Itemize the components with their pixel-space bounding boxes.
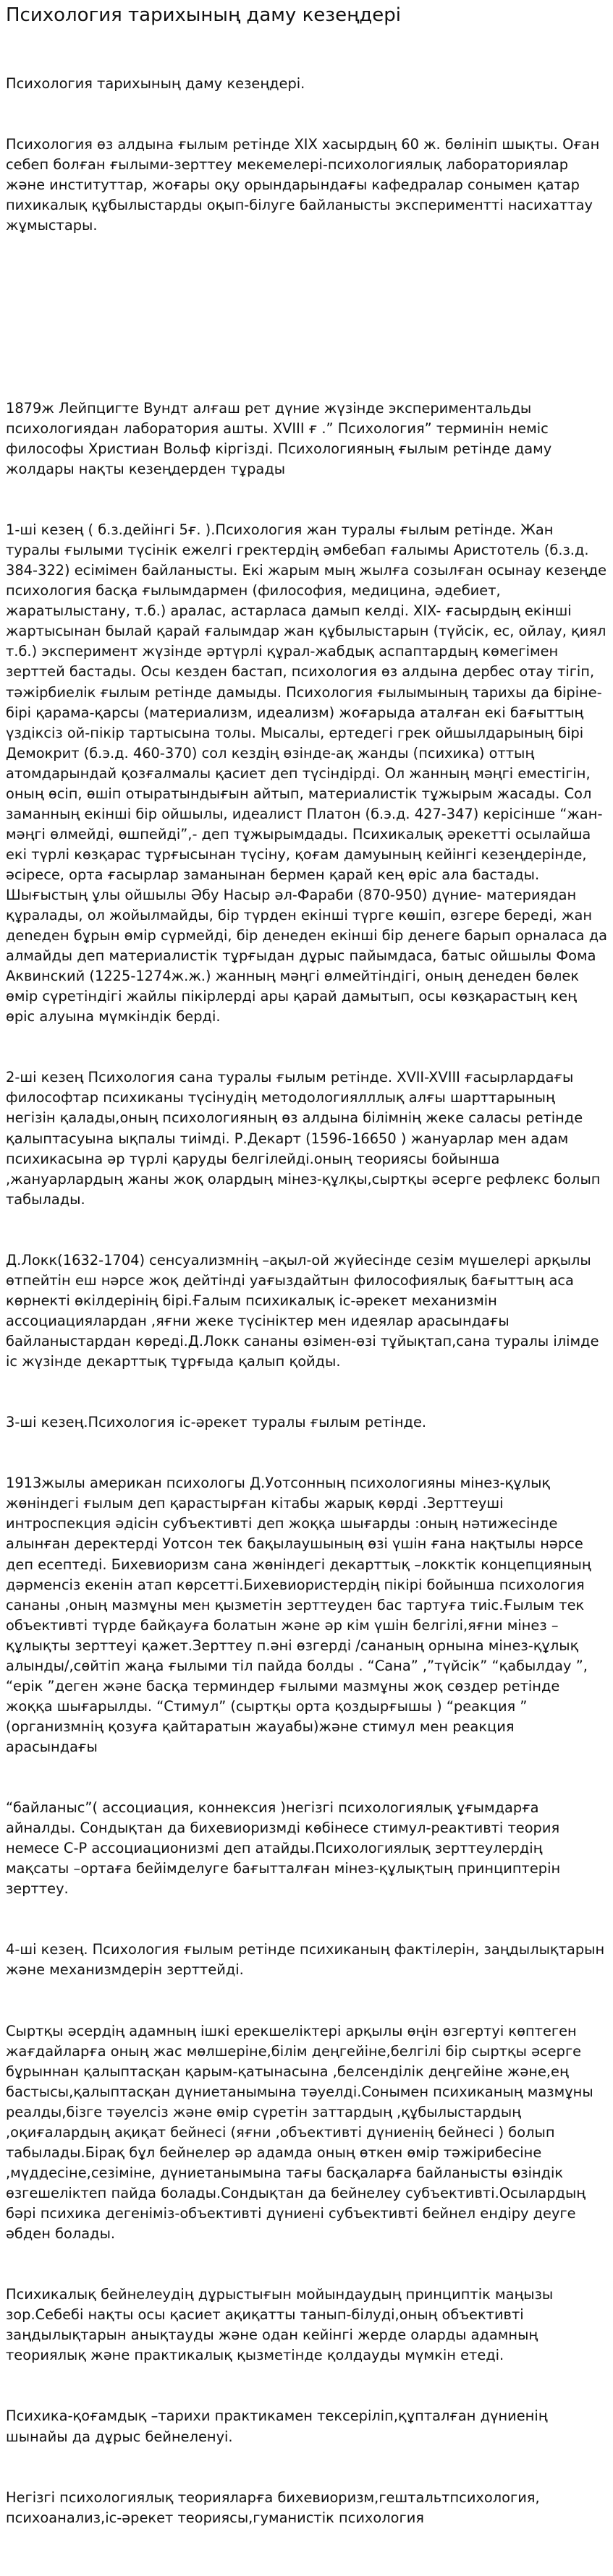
paragraph: Психология тарихының даму кезеңдері. [6, 75, 305, 93]
paragraph: Психология өз алдына ғылым ретінде XIX хасырдың 60 ж. бөлініп шықты. Оған себеп болған ғылыми-зерттеу мекемелері-психологиялық лабораториялар және институттар, жоғары оқу орындарындағы кафедралар сонымен қатар пихикалық құбылыстарды оқып-білуге байланысты эксперименттi насихаттау жұмыстары. [6, 136, 604, 234]
paragraph: 1913жылы американ психологы Д.Уотсонның психологияны мінез-құлық жөніндегі ғылым деп қарастырған кітабы жарық көрді .Зерттеуші интроспекция әдісін субъективті деп жоққа шығарды :оның нәтижесінде алынған деректерді Уотсон тек бақылаушының өзі үшін ғана нақтылы нәрсе деп есептеді. Бихевиоризм сана жөніндегі декарттық –локктік концепцияның дәрменсіз екенін атап көрсетті.Бихевиористердің пікірі бойынша психология сананы ,оның мазмұны мен қызметін зерттеуден бас тартуға тиіс.Ғылым тек объективті түрде байқауға болатын және әр кім үшін белгілі,яғни мінез –құлықты зерттеуі қажет.Зерттеу п.әні өзгерді /сананың орнына мінез-құлық алынды/,сөйтіп жаңа ғылыми тіл пайда болды . “Сана” ,”түйсік” “қабылдау ”, “ерік ”деген және басқа терминдер ғылыми мазмұны жоқ сөздер ретінде жоққа шығарылды. “Стимул” (сыртқы орта қоздырғышы ) “реакция ” (организмнің қозуға қайтаратын жауабы)және стимул мен реакция арасындағы [6, 1475, 596, 1755]
blank-line [6, 277, 607, 297]
page-title: Психология тарихының даму кезеңдері [6, 4, 401, 26]
paragraph: Сыртқы әсердің адамның ішкі ерекшеліктері арқылы өңін өзгертуі көптеген жағдайларға оның жас мөлшеріне,білім деңгейіне,белгілі бір сыртқы әсерге бұрыннан қалыптасқан қарым-қатынасына ,белсенділік деңгейіне және,ең бастысы,қалыптасқан дүниетанымына тәуелді.Сонымен психиканың мазмұны реалды,бізге тәуелсіз және өмір сүретін заттардың ,құбылыстардың ,оқиғалардың ақиқат бейнесі (яғни ,объективті дүниенің бейнесі ) болып табылады.Бірақ бұл бейнелер әр адамда оның өткен өмір тәжірибесіне ,мүддесіне,сезіміне, дүниетанымына тағы басқаларға байланысты өзіндік өзгешеліктеп пайда болады.Сондықтан да бейнелеу субъективті.Осылардың бәрі психика дегеніміз-объективті дүниені субъективті бейнел ендіру деуге әбден болады. [6, 2022, 598, 2243]
paragraph: “байланыс”( ассоциация, коннексия )негізгі психологиялық ұғымдарға айналды. Сондықтан да бихевиоризмді көбінесе стимул-реактивті теория немесе С-Р ассоциационизмі деп атайды.Психологиялық зерттеулердің мақсаты –ортаға бейімделуге бағытталған мінез-құлықтың принциптерін зерттеу. [6, 1799, 565, 1898]
paragraph: Психикалық бейнелеудің дұрыстығын мойындаудың принциптік маңызы зор.Себебі нақты осы қасиет ақиқатты танып-білуді,оның объективті заңдылықтарын анықтауды және одан кейінгі жерде оларды адамның теориялық және практикалық қызметінде қолдауды мүмкін етеді. [6, 2286, 558, 2364]
paragraph: Д.Локк(1632-1704) сенсуализмнің –ақыл-ой жүйесінде сезім мүшелері арқылы өтпейтін еш нәрсе жоқ дейтінді уағыздайтын философиялық бағыттың аса көрнекті өкілдерінің бірі.Ғалым психикалық іс-әрекет механизмін ассоциациялардан ,яғни жеке түсініктер мен идеялар арасындағы байланыстардан көреді.Д.Локк сананы өзімен-өзі тұйықтап,сана туралы ілімде іс жүзінде декарттық тұрғыда қалып қойды. [6, 1251, 604, 1370]
blank-line [6, 338, 607, 358]
paragraph: 2-ші кезең Психология сана туралы ғылым ретінде. XVII-XVIII ғасырлардағы философтар психиканы түсінудің методологиялллық алғы шарттарының негізін қалады,оның психологияның өз алдына білімнің жеке саласы ретінде қалыптасуына ықпалы тиімді. Р.Декарт (1596-16650 ) жануарлар мен адам психикасына әр түрлі қаруды белгілейді.оның теориясы бойынша ,жануарлардың жаны жоқ олардың мінез-құлқы,сыртқы әсерге рефлекс болып табылады. [6, 1069, 605, 1208]
paragraph: 4-ші кезең. Психология ғылым ретінде психиканың фактілерін, заңдылықтарын және механизмдерін зерттейді. [6, 1941, 609, 1979]
article-body [6, 33, 612, 2569]
paragraph: 1-ші кезең ( б.з.дейінгі 5ғ. ).Психология жан туралы ғылым ретінде. Жан туралы ғылыми түсінік ежелгі гректердің әмбебап ғалымы Аристотель (б.з.д. 384-322) есімімен байланысты. Екі жарым мың жылға созылған осынау кезеңде психология басқа ғылымдармен (философия, медицина, әдебиет, жаратылыстану, т.б.) аралас, астарласа дамып келді. XIX- ғасырдың екінші жартысынан былай қарай ғалымдар жан құбылыстарын (түйсік, ес, ойлау, қиял т.б.) эксперимент жүзінде әртүрлі құрал-жабдық аспаптардың көмегімен зерттей бастады. Осы кезден бастап, психология өз алдына дербес отау тігіп, тәжірбиелік ғылым ретінде дамыды. Психология ғылымының тарихы да біріне-бірі қарама-қарсы (материализм, идеализм) жоғарыда аталған екі бағыттың үздіксіз ой-пікір тартысына толы. Мысалы, ертедегі грек ойшылдарының бірі Демокрит (б.э.д. 460-370) сол кездің өзінде-ақ жанды (психика) оттың атомдарындай қозғалмалы қасиет деп түсіндірді. Ол жанның мәңгі еместігін, оның өсіп, өшіп отыратындығын айтып, материалистік тұжырым жасады. Сол заманның екінші бір ойшылы, идеалист Платон (б.э.д. 427-347) керісінше “жан-мәңгі өлмейді, өшпейді”,- деп тұжырымдады. Психикалық әрекетті осылайша екі түрлі көзқарас тұрғысынан түсіну, қоғам дамуының кейінгі кезеңдерінде, әсіресе, орта ғасырлар заманынан бермен қарай кең өріс ала бастады. Шығыстың ұлы ойшылы Әбу Насыр әл-Фараби (870-950) дүние- материядан құралады, ол жойылмайды, бір түрден екінші түрге көшіп, өзгере береді, жан деneден бұрын өмір сүрмейді, бір денеден екінші бір денеге барып орналаса да алмайды деп материалистік тұрғыдан дұрыс пайымдаса, батыс ойшылы Фома Аквинский (1225-1274ж.ж.) жанның мәңгі өлмейтіндігі, оның денеден бөлек өмір сүретіндігі жайлы пікірлерді ары қарай дамытып, осы көзқарастың кең өріс алуына мүмкіндік берді. [6, 521, 612, 1025]
paragraph: 1879ж Лейпцигте Вундт алғаш рет дүние жүзінде экспериментальды психологиядан лаборатория ашты. XVIII ғ .” Психология” терминін неміс философы Христиан Вольф кіргізді. Психологияның ғылым ретінде даму жолдары нақты кезеңдерден тұрады [6, 399, 557, 477]
paragraph: 3-ші кезең.Психология іс-әрекет туралы ғылым ретінде. [6, 1414, 427, 1431]
paragraph: Негізгі психологиялық теорияларға бихевиоризм,гештальтпсихология, психоанализ,іс-әрекет теориясы,гуманистік психология [6, 2488, 544, 2526]
paragraph: Психика-қоғамдық –тарихи практикамен тексеріліп,құпталған дүниенің шынайы да дұрыс бейнеленуі. [6, 2407, 552, 2445]
